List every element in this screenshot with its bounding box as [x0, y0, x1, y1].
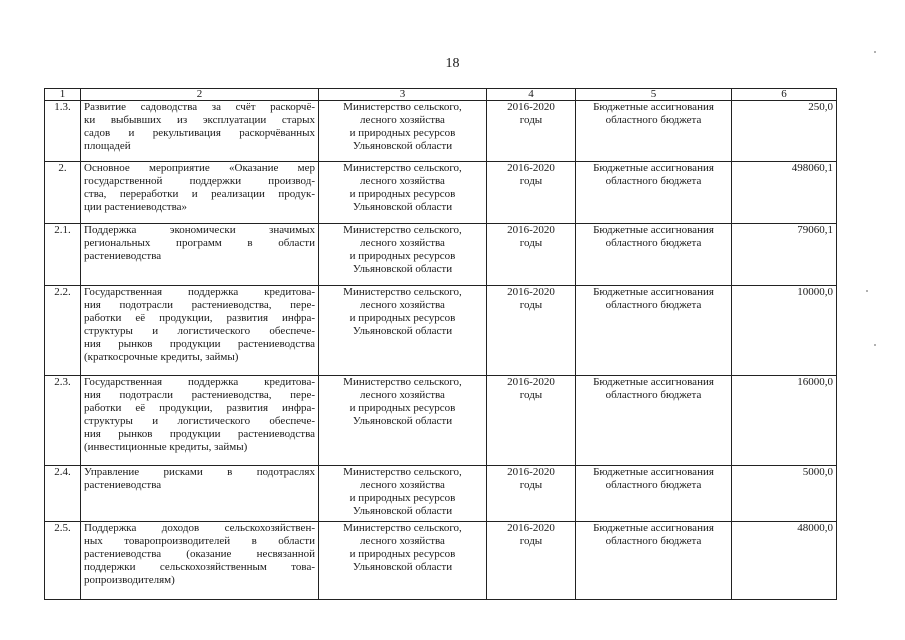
row-number: 2.5.: [45, 522, 81, 600]
activity-name-line: растениеводства: [84, 479, 162, 491]
responsible-executor-line: Министерство сельского,: [343, 286, 462, 298]
activity-name-line: ропроизводителям): [84, 574, 175, 586]
activity-name-line: поддержки сельскохозяйственным това-: [84, 561, 315, 573]
scan-speck: [874, 51, 876, 53]
activity-name-line: работки её продукции, развития инфра-: [84, 312, 315, 324]
responsible-executor-line: и природных ресурсов: [349, 402, 456, 414]
activity-name: [81, 224, 319, 286]
row-number: 2.1.: [45, 224, 81, 286]
implementation-period: [487, 162, 576, 224]
responsible-executor: [319, 286, 487, 376]
activity-name-line: Развитие садоводства за счёт раскорчё-: [84, 101, 315, 113]
funding-source-line: областного бюджета: [605, 535, 702, 547]
responsible-executor-line: и природных ресурсов: [349, 492, 456, 504]
responsible-executor-line: лесного хозяйства: [360, 389, 445, 401]
activity-name-line: Государственная поддержка кредитова-: [84, 286, 315, 298]
activity-name-line: растениеводства: [84, 250, 162, 262]
implementation-period-line: годы: [519, 479, 543, 491]
activity-name-line: государственной поддержки производ-: [84, 175, 315, 187]
budget-table: [44, 88, 837, 600]
table-row: [45, 162, 837, 224]
scan-speck: [874, 344, 876, 346]
responsible-executor-line: и природных ресурсов: [349, 127, 456, 139]
responsible-executor-line: и природных ресурсов: [349, 188, 456, 200]
responsible-executor: [319, 101, 487, 162]
funding-source-line: Бюджетные ассигнования: [593, 224, 714, 236]
activity-name-line: ции растениеводства»: [84, 201, 188, 213]
activity-name: [81, 286, 319, 376]
responsible-executor-line: и природных ресурсов: [349, 250, 456, 262]
implementation-period: [487, 466, 576, 522]
activity-name: [81, 466, 319, 522]
responsible-executor: [319, 224, 487, 286]
activity-name-line: ства, переработки и реализации продук-: [84, 188, 315, 200]
activity-name-line: Поддержка экономически значимых: [84, 224, 315, 236]
activity-name-line: ки выбывших из эксплуатации старых: [84, 114, 315, 126]
responsible-executor-line: Министерство сельского,: [343, 162, 462, 174]
responsible-executor-line: Министерство сельского,: [343, 224, 462, 236]
activity-name: [81, 376, 319, 466]
funding-amount: 48000,0: [732, 522, 837, 600]
activity-name-line: региональных программ в области: [84, 237, 315, 249]
responsible-executor-line: лесного хозяйства: [360, 479, 445, 491]
implementation-period-line: годы: [519, 299, 543, 311]
table-body: [45, 89, 837, 600]
activity-name-line: растениеводства (оказание несвязанной: [84, 548, 315, 560]
activity-name-line: структуры и логистического обеспече-: [84, 415, 315, 427]
activity-name: [81, 101, 319, 162]
responsible-executor: [319, 522, 487, 600]
activity-name-line: ния подотрасли растениеводства, пере-: [84, 299, 315, 311]
responsible-executor-line: Ульяновской области: [352, 263, 453, 275]
implementation-period-line: 2016-2020: [507, 101, 555, 113]
table-row: [45, 466, 837, 522]
column-header-2: 2: [81, 89, 319, 101]
table-row: [45, 376, 837, 466]
row-number: 2.2.: [45, 286, 81, 376]
funding-source-line: областного бюджета: [605, 237, 702, 249]
table-row: [45, 522, 837, 600]
responsible-executor-line: Министерство сельского,: [343, 522, 462, 534]
funding-amount: 16000,0: [732, 376, 837, 466]
table-row: [45, 101, 837, 162]
activity-name: [81, 162, 319, 224]
responsible-executor-line: лесного хозяйства: [360, 299, 445, 311]
row-number: 1.3.: [45, 101, 81, 162]
funding-source-line: областного бюджета: [605, 479, 702, 491]
implementation-period-line: годы: [519, 389, 543, 401]
table-row: [45, 286, 837, 376]
funding-source: [576, 224, 732, 286]
column-header-5: 5: [576, 89, 732, 101]
row-number: 2.3.: [45, 376, 81, 466]
funding-source: [576, 522, 732, 600]
funding-amount: 79060,1: [732, 224, 837, 286]
funding-source: [576, 286, 732, 376]
funding-source: [576, 466, 732, 522]
activity-name-line: садов и рекультивация раскорчёванных: [84, 127, 315, 139]
implementation-period-line: годы: [519, 114, 543, 126]
responsible-executor-line: Ульяновской области: [352, 505, 453, 517]
activity-name: [81, 522, 319, 600]
responsible-executor-line: Ульяновской области: [352, 561, 453, 573]
responsible-executor-line: Министерство сельского,: [343, 101, 462, 113]
table-row: [45, 224, 837, 286]
funding-amount: 498060,1: [732, 162, 837, 224]
funding-source-line: Бюджетные ассигнования: [593, 286, 714, 298]
funding-amount: 10000,0: [732, 286, 837, 376]
funding-source-line: областного бюджета: [605, 299, 702, 311]
activity-name-line: площадей: [84, 140, 131, 152]
responsible-executor-line: Ульяновской области: [352, 140, 453, 152]
implementation-period-line: 2016-2020: [507, 466, 555, 478]
responsible-executor-line: лесного хозяйства: [360, 175, 445, 187]
responsible-executor: [319, 162, 487, 224]
activity-name-line: ния рынков продукции растениеводства: [84, 428, 315, 440]
activity-name-line: Поддержка доходов сельскохозяйствен-: [84, 522, 315, 534]
activity-name-line: Основное мероприятие «Оказание мер: [84, 162, 315, 174]
activity-name-line: Государственная поддержка кредитова-: [84, 376, 315, 388]
responsible-executor: [319, 466, 487, 522]
funding-amount: 5000,0: [732, 466, 837, 522]
activity-name-line: Управление рисками в подотраслях: [84, 466, 315, 478]
responsible-executor-line: Ульяновской области: [352, 201, 453, 213]
implementation-period-line: годы: [519, 237, 543, 249]
responsible-executor-line: Ульяновской области: [352, 415, 453, 427]
implementation-period-line: 2016-2020: [507, 286, 555, 298]
funding-source-line: Бюджетные ассигнования: [593, 162, 714, 174]
implementation-period: [487, 286, 576, 376]
funding-source-line: Бюджетные ассигнования: [593, 522, 714, 534]
implementation-period-line: 2016-2020: [507, 376, 555, 388]
funding-source-line: Бюджетные ассигнования: [593, 101, 714, 113]
implementation-period-line: годы: [519, 175, 543, 187]
activity-name-line: ния рынков продукции растениеводства: [84, 338, 315, 350]
scan-speck: [866, 290, 868, 292]
responsible-executor-line: лесного хозяйства: [360, 237, 445, 249]
funding-source-line: областного бюджета: [605, 175, 702, 187]
responsible-executor-line: Министерство сельского,: [343, 466, 462, 478]
funding-source-line: областного бюджета: [605, 114, 702, 126]
responsible-executor-line: лесного хозяйства: [360, 535, 445, 547]
column-header-6: 6: [732, 89, 837, 101]
column-header-4: 4: [487, 89, 576, 101]
column-header-3: 3: [319, 89, 487, 101]
row-number: 2.: [45, 162, 81, 224]
table-header-row: [45, 89, 837, 101]
row-number: 2.4.: [45, 466, 81, 522]
funding-source-line: Бюджетные ассигнования: [593, 466, 714, 478]
activity-name-line: ния подотрасли растениеводства, пере-: [84, 389, 315, 401]
responsible-executor-line: и природных ресурсов: [349, 312, 456, 324]
activity-name-line: (инвестиционные кредиты, займы): [84, 441, 248, 453]
funding-source: [576, 162, 732, 224]
responsible-executor-line: и природных ресурсов: [349, 548, 456, 560]
implementation-period-line: 2016-2020: [507, 522, 555, 534]
activity-name-line: работки её продукции, развития инфра-: [84, 402, 315, 414]
responsible-executor-line: Ульяновской области: [352, 325, 453, 337]
funding-source: [576, 101, 732, 162]
responsible-executor-line: Министерство сельского,: [343, 376, 462, 388]
page-number: 18: [445, 56, 460, 71]
implementation-period: [487, 224, 576, 286]
implementation-period-line: 2016-2020: [507, 162, 555, 174]
column-header-1: 1: [45, 89, 81, 101]
implementation-period: [487, 376, 576, 466]
funding-source-line: областного бюджета: [605, 389, 702, 401]
implementation-period-line: 2016-2020: [507, 224, 555, 236]
funding-source-line: Бюджетные ассигнования: [593, 376, 714, 388]
responsible-executor: [319, 376, 487, 466]
funding-source: [576, 376, 732, 466]
funding-amount: 250,0: [732, 101, 837, 162]
activity-name-line: (краткосрочные кредиты, займы): [84, 351, 239, 363]
implementation-period: [487, 101, 576, 162]
implementation-period-line: годы: [519, 535, 543, 547]
implementation-period: [487, 522, 576, 600]
responsible-executor-line: лесного хозяйства: [360, 114, 445, 126]
activity-name-line: структуры и логистического обеспече-: [84, 325, 315, 337]
activity-name-line: ных товаропроизводителей в области: [84, 535, 315, 547]
